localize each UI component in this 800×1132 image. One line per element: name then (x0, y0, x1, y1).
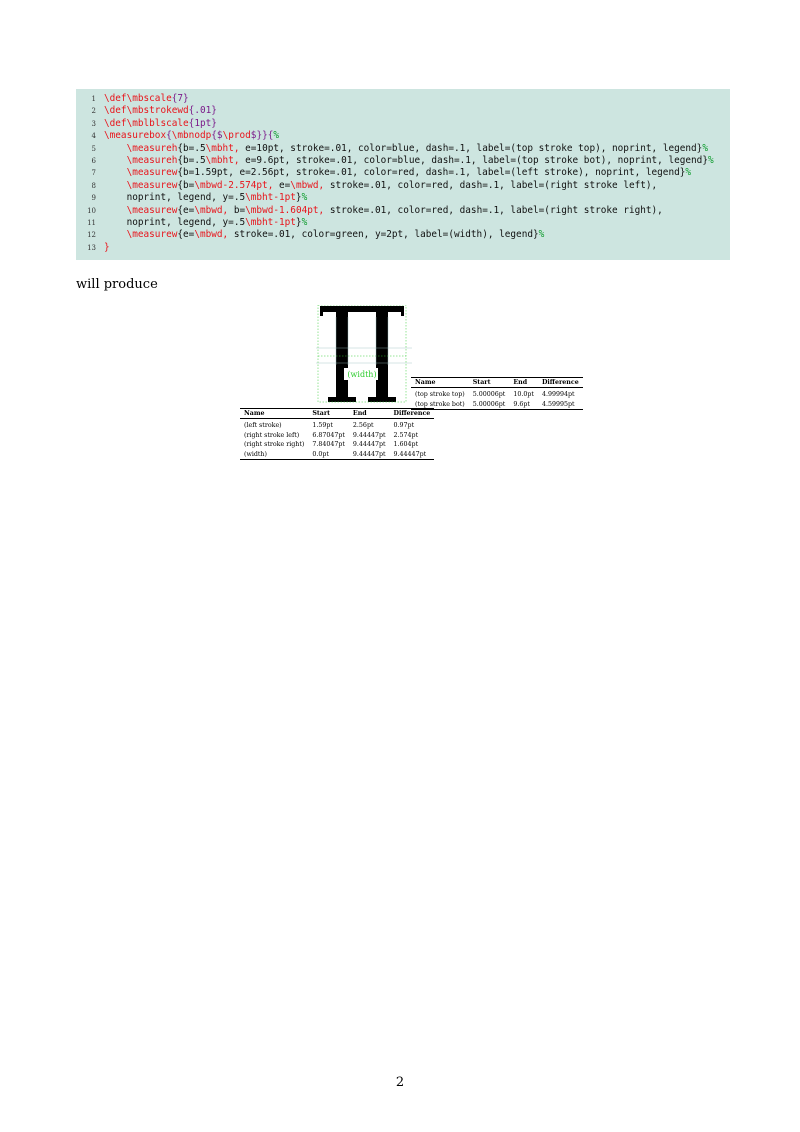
table-cell: 9.44447pt (390, 450, 435, 460)
table-cell: 4.59995pt (538, 400, 583, 410)
code-line (76, 105, 730, 117)
table-cell: (width) (240, 450, 308, 460)
table-cell: 9.6pt (509, 400, 538, 410)
table-cell: 4.99994pt (541, 391, 575, 399)
code-line (76, 229, 730, 241)
code-line (76, 192, 730, 204)
code-text: \measurew{b=1.59pt, e=2.56pt, stroke=.01, color=red, dash=.1, label=(left stroke), noprint, legend}% (126, 167, 692, 179)
table-cell: 7.84047pt (312, 441, 345, 449)
table-cell: 0.0pt (308, 450, 349, 460)
code-text: \measureh{b=.5\mbht, e=10pt, stroke=.01, color=blue, dash=.1, label=(top stroke top), noprint, legend}% (126, 142, 708, 154)
table-cell: (left stroke) (244, 422, 282, 430)
table-cell: (top stroke bot) (411, 400, 469, 410)
line-number: 12 (87, 231, 96, 240)
code-line (76, 180, 730, 192)
table-cell: 6.87047pt (312, 431, 345, 439)
table-row (240, 450, 434, 460)
line-number: 5 (91, 144, 96, 153)
page-number: 2 (395, 1075, 405, 1090)
code-line (76, 93, 730, 105)
line-number: 2 (91, 107, 96, 116)
code-text: \measurew{e=\mbwd, b=\mbwd-1.604pt, stroke=.01, color=red, dash=.1, label=(right stroke right), (126, 204, 663, 216)
table-row (240, 440, 434, 450)
column-header: Start (469, 378, 510, 388)
table-cell: (right stroke left) (244, 431, 300, 439)
table-row (411, 388, 583, 400)
code-text: \def\mbscale{7} (104, 93, 189, 104)
table-cell: (top stroke top) (415, 391, 465, 399)
line-number: 13 (87, 243, 96, 252)
line-number: 11 (87, 219, 96, 227)
code-text: \measureh{b=.5\mbht, e=9.6pt, stroke=.01, color=blue, dash=.1, label=(top stroke bot), noprint, legend}% (126, 155, 714, 166)
code-text: noprint, legend, y=.5\mbht-1pt}% (104, 217, 308, 228)
code-line (76, 143, 730, 155)
code-line (76, 118, 730, 130)
table-cell: 0.97pt (393, 422, 415, 430)
line-number: 1 (91, 95, 96, 103)
column-header: Difference (538, 378, 583, 388)
table-cell: (right stroke right) (244, 441, 305, 449)
stroke-guides (316, 317, 412, 365)
table-cell: 2.574pt (393, 431, 419, 439)
column-header: Difference (390, 409, 435, 419)
table-header-row (411, 378, 583, 388)
table-header-row (240, 409, 434, 419)
line-number: 10 (87, 206, 96, 215)
line-number: 9 (91, 194, 96, 203)
table-row (240, 431, 434, 441)
code-line (76, 167, 730, 179)
table-cell: 1.59pt (312, 422, 333, 430)
column-header: Start (308, 409, 349, 419)
table-row (411, 400, 583, 410)
column-header: Name (411, 378, 469, 388)
code-listing (76, 89, 730, 260)
code-text: \def\mblblscale{1pt} (104, 117, 217, 129)
table-cell: 9.44447pt (349, 450, 390, 460)
table-row (240, 419, 434, 431)
code-text: \def\mbstrokewd{.01} (104, 105, 217, 117)
stroke-width-table (240, 408, 434, 460)
code-line (76, 155, 730, 167)
line-number: 3 (91, 119, 96, 128)
code-line (76, 242, 730, 254)
table-cell: 10.0pt (513, 391, 534, 399)
code-text: noprint, legend, y=.5\mbht-1pt}% (104, 192, 308, 204)
code-text: \measurew{e=\mbwd, stroke=.01, color=green, y=2pt, label=(width), legend}% (126, 229, 545, 241)
table-cell: 9.44447pt (352, 431, 386, 439)
column-header: Name (240, 409, 308, 419)
code-text: \measurew{b=\mbwd-2.574pt, e=\mbwd, stroke=.01, color=red, dash=.1, label=(right stroke left), (126, 179, 658, 191)
table-cell: 5.00006pt (469, 400, 510, 410)
code-line (76, 217, 730, 229)
measure-guides (318, 305, 406, 402)
line-number: 6 (91, 157, 96, 165)
code-text: } (104, 241, 110, 253)
line-number: 7 (91, 169, 96, 178)
table-cell: 1.604pt (393, 441, 419, 449)
code-line (76, 130, 730, 142)
line-number: 4 (91, 132, 96, 141)
table-cell: 9.44447pt (352, 441, 386, 449)
column-header: End (509, 378, 538, 388)
glyph-pi (320, 306, 404, 402)
glyph-measurement-figure (316, 305, 412, 407)
intro-paragraph: will produce (76, 277, 158, 292)
table-cell: 5.00006pt (472, 391, 506, 399)
width-label: (width) (347, 370, 377, 379)
table-cell: 2.56pt (352, 422, 374, 430)
line-number: 8 (91, 181, 96, 190)
code-text: \measurebox{\mbnodp{$\prod$}}{% (104, 130, 280, 142)
top-stroke-table (411, 377, 583, 410)
column-header: End (349, 409, 390, 419)
code-line (76, 205, 730, 217)
